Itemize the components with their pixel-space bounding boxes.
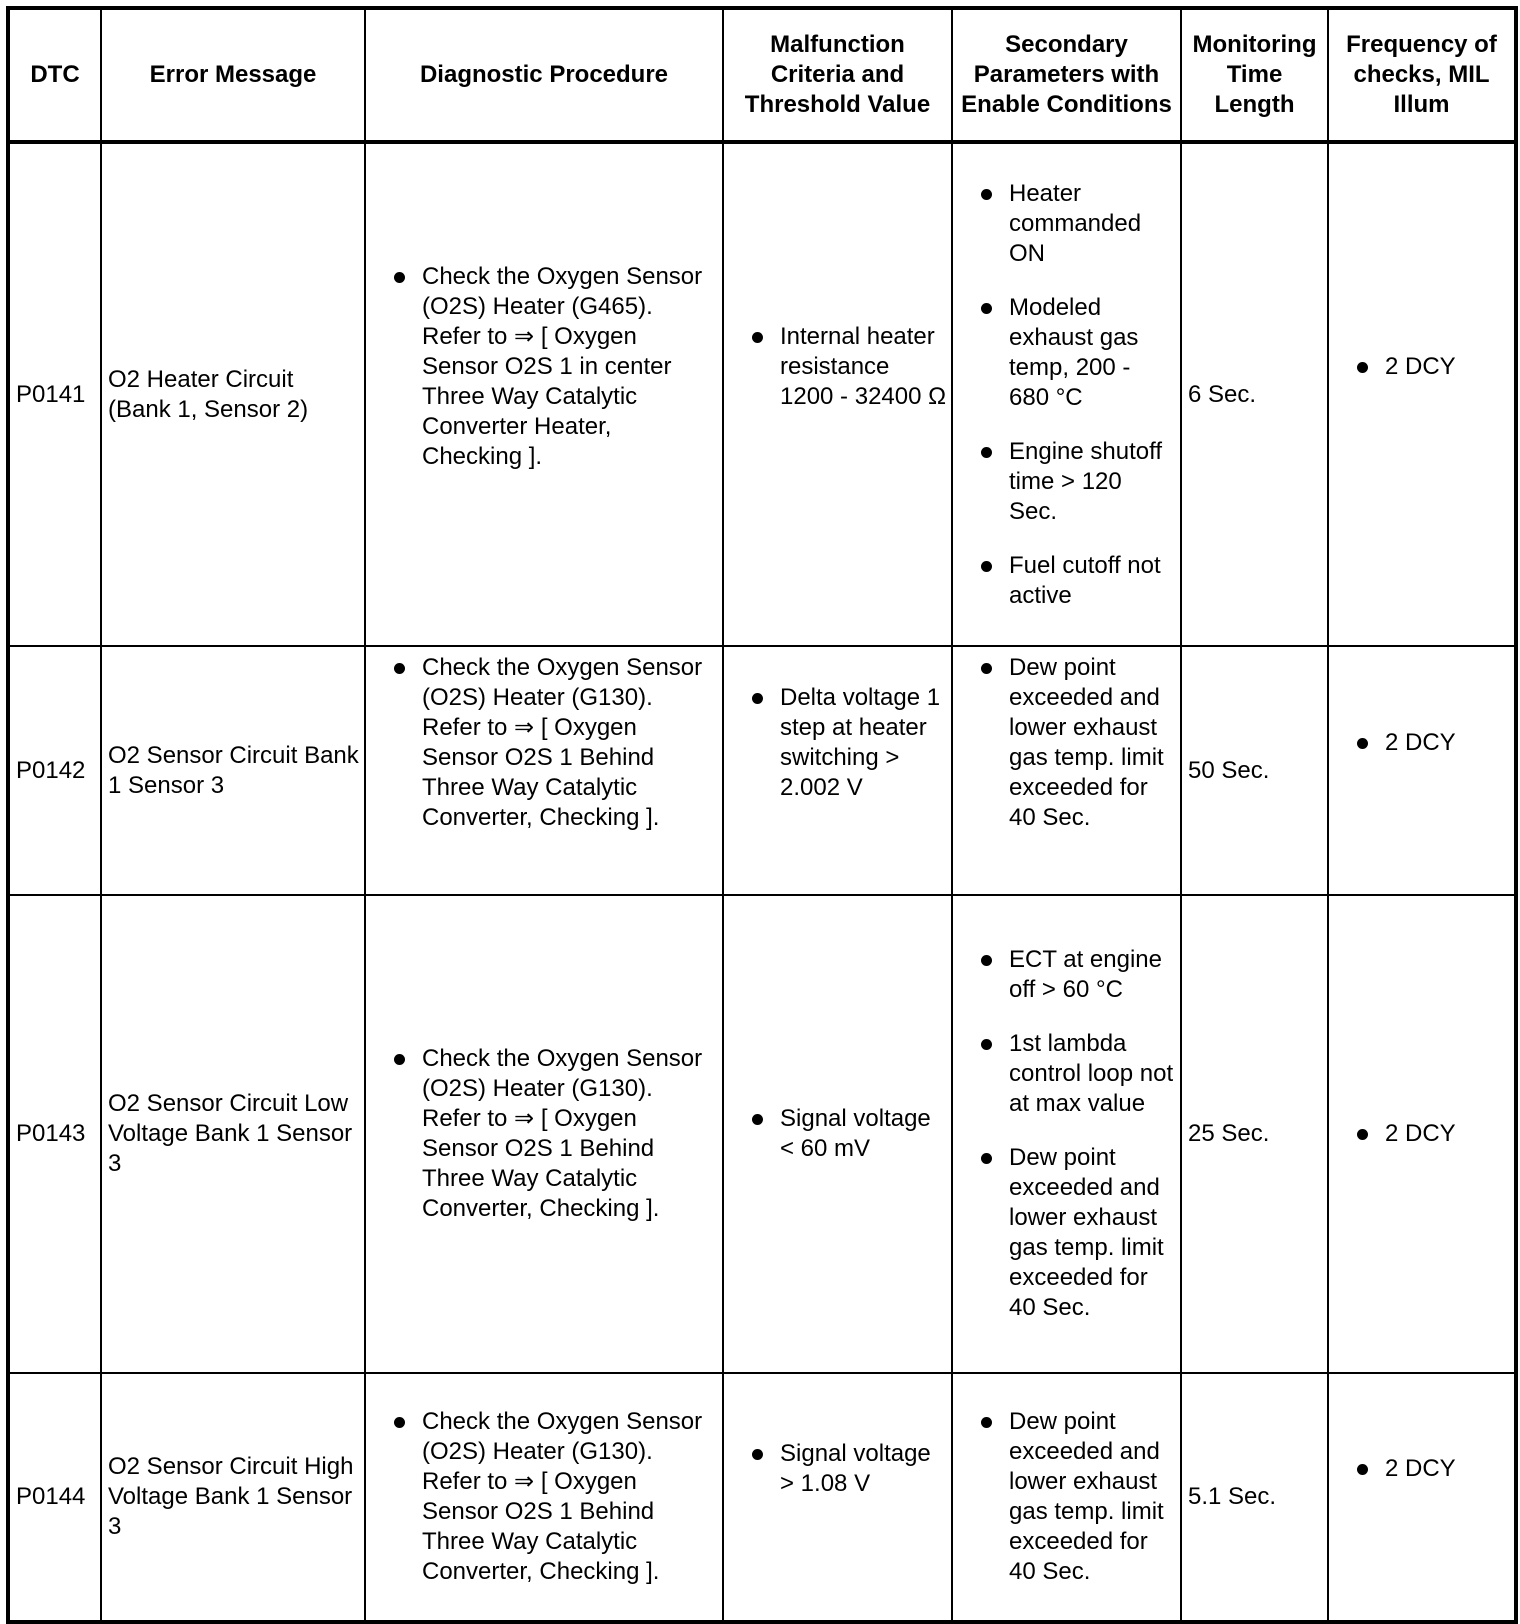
header-secondary-parameters: Secondary Parameters with Enable Conditions bbox=[952, 8, 1181, 142]
frequency-item: 2 DCY bbox=[1335, 1119, 1510, 1149]
dtc-code: P0143 bbox=[8, 895, 101, 1373]
header-row bbox=[8, 8, 1516, 142]
secondary-parameters bbox=[952, 895, 1181, 1373]
frequency bbox=[1328, 142, 1516, 646]
parameter-item: Dew point exceeded and lower exhaust gas temp. limit exceeded for 40 Sec. bbox=[959, 1143, 1176, 1323]
frequency-item: 2 DCY bbox=[1335, 1454, 1510, 1484]
dtc-code: P0142 bbox=[8, 646, 101, 895]
header-dtc: DTC bbox=[8, 8, 101, 142]
secondary-parameters bbox=[952, 646, 1181, 895]
error-message: O2 Sensor Circuit Low Voltage Bank 1 Sensor 3 bbox=[101, 895, 365, 1373]
frequency bbox=[1328, 895, 1516, 1373]
diagnostic-procedure bbox=[365, 646, 723, 895]
dtc-code: P0144 bbox=[8, 1373, 101, 1622]
diagnostic-step: Check the Oxygen Sensor (O2S) Heater (G130). Refer to ⇒ [ Oxygen Sensor O2S 1 Behind Three Way Catalytic Converter, Checking ]. bbox=[372, 1044, 718, 1224]
error-message: O2 Sensor Circuit Bank 1 Sensor 3 bbox=[101, 646, 365, 895]
monitoring-time: 25 Sec. bbox=[1181, 895, 1328, 1373]
table-row bbox=[8, 142, 1516, 646]
parameter-item: Dew point exceeded and lower exhaust gas temp. limit exceeded for 40 Sec. bbox=[959, 653, 1176, 833]
malfunction-criteria bbox=[723, 142, 952, 646]
criteria-item: Signal voltage < 60 mV bbox=[730, 1104, 947, 1164]
dtc-code: P0141 bbox=[8, 142, 101, 646]
monitoring-time: 50 Sec. bbox=[1181, 646, 1328, 895]
frequency-item: 2 DCY bbox=[1335, 352, 1510, 382]
secondary-parameters bbox=[952, 1373, 1181, 1622]
header-diagnostic-procedure: Diagnostic Procedure bbox=[365, 8, 723, 142]
criteria-item: Delta voltage 1 step at heater switching > 2.002 V bbox=[730, 683, 947, 803]
parameter-item: Fuel cutoff not active bbox=[959, 551, 1176, 611]
frequency bbox=[1328, 1373, 1516, 1622]
parameter-item: Heater commanded ON bbox=[959, 179, 1176, 269]
criteria-item: Internal heater resistance 1200 - 32400 Ω bbox=[730, 322, 947, 412]
malfunction-criteria bbox=[723, 1373, 952, 1622]
table-row bbox=[8, 646, 1516, 895]
criteria-item: Signal voltage > 1.08 V bbox=[730, 1439, 947, 1499]
dtc-table bbox=[6, 6, 1518, 1624]
diagnostic-procedure bbox=[365, 1373, 723, 1622]
parameter-item: Modeled exhaust gas temp, 200 - 680 °C bbox=[959, 293, 1176, 413]
parameter-item: Engine shutoff time > 120 Sec. bbox=[959, 437, 1176, 527]
secondary-parameters bbox=[952, 142, 1181, 646]
parameter-item: Dew point exceeded and lower exhaust gas temp. limit exceeded for 40 Sec. bbox=[959, 1407, 1176, 1587]
header-frequency: Frequency of checks, MIL Illum bbox=[1328, 8, 1516, 142]
frequency bbox=[1328, 646, 1516, 895]
table-row bbox=[8, 1373, 1516, 1622]
malfunction-criteria bbox=[723, 646, 952, 895]
malfunction-criteria bbox=[723, 895, 952, 1373]
diagnostic-procedure bbox=[365, 142, 723, 646]
monitoring-time: 6 Sec. bbox=[1181, 142, 1328, 646]
header-error-message: Error Message bbox=[101, 8, 365, 142]
frequency-item: 2 DCY bbox=[1335, 728, 1510, 758]
header-malfunction-criteria: Malfunction Criteria and Threshold Value bbox=[723, 8, 952, 142]
diagnostic-procedure bbox=[365, 895, 723, 1373]
parameter-item: ECT at engine off > 60 °C bbox=[959, 945, 1176, 1005]
parameter-item: 1st lambda control loop not at max value bbox=[959, 1029, 1176, 1119]
header-monitoring-time: Monitoring Time Length bbox=[1181, 8, 1328, 142]
diagnostic-step: Check the Oxygen Sensor (O2S) Heater (G130). Refer to ⇒ [ Oxygen Sensor O2S 1 Behind Three Way Catalytic Converter, Checking ]. bbox=[372, 653, 718, 833]
error-message: O2 Heater Circuit (Bank 1, Sensor 2) bbox=[101, 142, 365, 646]
monitoring-time: 5.1 Sec. bbox=[1181, 1373, 1328, 1622]
error-message: O2 Sensor Circuit High Voltage Bank 1 Sensor 3 bbox=[101, 1373, 365, 1622]
table-row bbox=[8, 895, 1516, 1373]
diagnostic-step: Check the Oxygen Sensor (O2S) Heater (G130). Refer to ⇒ [ Oxygen Sensor O2S 1 Behind Three Way Catalytic Converter, Checking ]. bbox=[372, 1407, 718, 1587]
diagnostic-step: Check the Oxygen Sensor (O2S) Heater (G465). Refer to ⇒ [ Oxygen Sensor O2S 1 in center Three Way Catalytic Converter Heater, Checking ]. bbox=[372, 262, 718, 472]
